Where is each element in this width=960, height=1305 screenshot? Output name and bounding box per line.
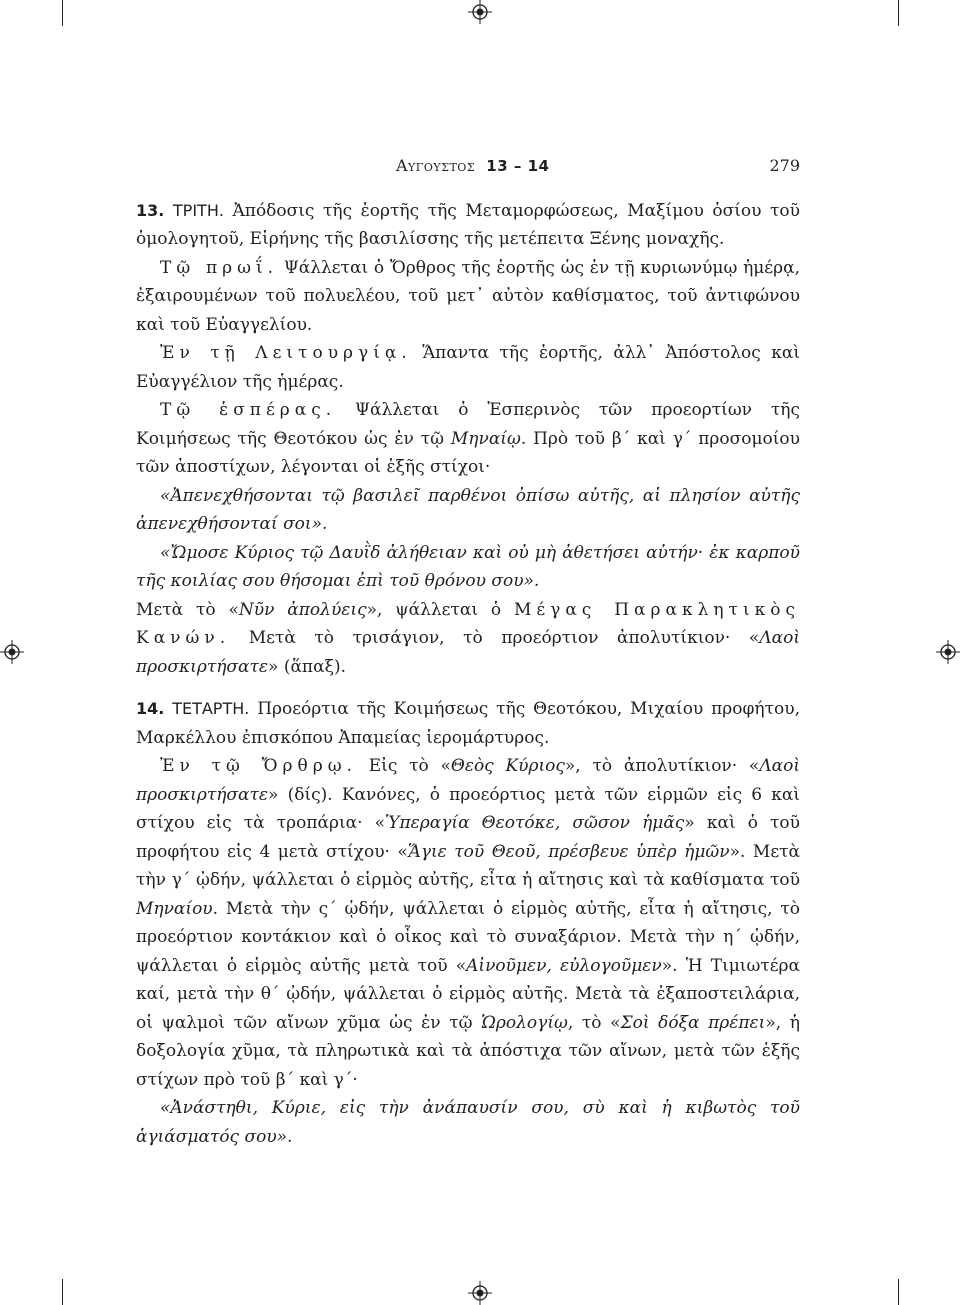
paragraph-evening: [136, 396, 800, 482]
registration-mark-bottom-icon: [468, 1281, 492, 1305]
evening-text-1: Ψάλλεται ὁ Ἑσπερινὸς τῶν προεορτίων τῆς Κοιμήσεως τῆς Θεοτόκου ὡς ἐν τῷ: [136, 400, 800, 449]
crop-mark-top-left: [62, 0, 63, 26]
book-page: [136, 152, 800, 1151]
registration-mark-right-icon: [936, 640, 960, 664]
after-text-4: » (ἅπαξ).: [268, 656, 346, 677]
orthros-yperagia: Ὑπεραγία Θεοτόκε, σῶσον ἡμᾶς: [385, 813, 685, 833]
running-title-month: Αυγουστος: [395, 156, 476, 175]
orthros-laoi: Λαοὶ προσκιρτήσατε: [136, 756, 800, 805]
paragraph-morning: [136, 254, 800, 340]
verse-3-text: «Ἀνάστηθι, Κύριε, εἰς τὴν ἀνάπαυσίν σου, σὺ καὶ ἡ κιβωτὸς τοῦ ἁγιάσματός σου».: [136, 1098, 800, 1147]
running-title-dates: 13 – 14: [486, 157, 550, 175]
entry-13-title: Ἀπόδοσις τῆς ἑορτῆς τῆς Μεταμορφώσεως, Μαξίμου ὁσίου τοῦ ὁμολογητοῦ, Εἰρήνης τῆς βασιλίσσης τῆς μετέπειτα Ξένης μοναχῆς.: [136, 200, 800, 249]
after-text-2: », ψάλλεται ὁ: [366, 599, 514, 620]
after-megas: Μέγας Παρακλητικὸς Κανών.: [136, 599, 801, 648]
morning-text: Ψάλλεται ὁ Ὄρθρος τῆς ἑορτῆς ὡς ἐν τῇ κυριωνύμῳ ἡμέρᾳ, ἐξαιρουμένων τοῦ πολυελέου, τοῦ μετ᾿ αὐτὸν καθίσματος, τοῦ ἀντιφώνου καὶ τοῦ Εὐαγγελίου.: [136, 257, 800, 335]
after-nyn: Νῦν ἀπολύεις: [238, 599, 367, 620]
verse-1: [136, 482, 800, 539]
orthros-text-8: , τὸ «: [567, 1012, 621, 1033]
entry-14-day: ΤΕΤΑΡΤΗ.: [172, 699, 250, 718]
after-text-1: Μετὰ τὸ «: [136, 599, 239, 620]
orthros-text-9: », ἡ δοξολογία χῦμα, τὰ πληρωτικὰ καὶ τὰ ἀπόστιχα τῶν αἴνων, μετὰ τῶν ἑξῆς στίχων πρὸ τοῦ β΄ καὶ γ΄·: [136, 1012, 800, 1090]
label-evening: Τῷ ἑσπέρας.: [160, 400, 337, 420]
entry-13-heading: [136, 197, 800, 254]
paragraph-after-nyn: [136, 596, 800, 682]
orthros-text-7: ». Ἡ Τιμιωτέρα καί, μετὰ τὴν θ΄ ᾠδήν, ψάλλεται ὁ εἱρμὸς αὐτῆς. Μετὰ τὰ ἐξαποστειλάρια, οἱ ψαλμοὶ τῶν αἴνων χῦμα ὡς ἐν τῷ: [136, 955, 800, 1033]
running-title: [136, 152, 769, 181]
orthros-text-5: ». Μετὰ τὴν γ΄ ᾠδήν, ψάλλεται ὁ εἱρμὸς αὐτῆς, εἶτα ἡ αἴτησις καὶ τὰ καθίσματα τοῦ: [136, 841, 801, 890]
orthros-agie: Ἅγιε τοῦ Θεοῦ, πρέσβευε ὑπὲρ ἡμῶν: [407, 841, 730, 862]
orthros-theos: Θεὸς Κύριος: [450, 756, 565, 776]
registration-mark-left-icon: [0, 640, 24, 664]
orthros-text-6: . Μετὰ τὴν ς΄ ᾠδήν, ψάλλεται ὁ εἱρμὸς αὐτῆς, εἶτα ἡ αἴτησις, τὸ προεόρτιον κοντάκιον καὶ ὁ οἶκος καὶ τὸ συναξάριον. Μετὰ τὴν η΄ ᾠδήν, ψάλλεται ὁ εἱρμὸς αὐτῆς μετὰ τοῦ «: [136, 898, 800, 976]
entry-14-number: 14.: [136, 699, 165, 718]
after-laoi: Λαοὶ προσκιρτήσατε: [136, 628, 800, 677]
orthros-text-3: » (δίς). Κανόνες, ὁ προεόρτιος μετὰ τῶν εἱρμῶν εἰς 6 καὶ στίχου εἰς τὰ τροπάρια· «: [136, 784, 800, 833]
verse-2-text: «Ὤμοσε Κύριος τῷ Δαυῒδ ἀλήθειαν καὶ οὐ μὴ ἀθετήσει αὐτήν· ἐκ καρποῦ τῆς κοιλίας σου θήσομαι ἐπὶ τοῦ θρόνου σου».: [136, 542, 800, 591]
crop-mark-bottom-left: [62, 1279, 63, 1305]
label-liturgy: Ἐν τῇ Λειτουργίᾳ.: [160, 343, 412, 363]
evening-menaion: Μηναίῳ: [450, 428, 521, 449]
label-orthros: Ἐν τῷ Ὄρθρῳ.: [160, 756, 358, 776]
entry-14-title: Προεόρτια τῆς Κοιμήσεως τῆς Θεοτόκου, Μιχαίου προφήτου, Μαρκέλλου ἐπισκόπου Ἀπαμείας ἱερομάρτυρος.: [136, 699, 800, 748]
evening-text-2: . Πρὸ τοῦ β΄ καὶ γ΄ προσομοίου τῶν ἀποστίχων, λέγονται οἱ ἑξῆς στίχοι·: [136, 428, 800, 477]
orthros-ainoumen: Αἰνοῦμεν, εὐλογοῦμεν: [466, 955, 662, 976]
orthros-text-2: », τὸ ἀπολυτίκιον· «: [564, 756, 760, 776]
page-number: 279: [769, 156, 800, 175]
orthros-text-1: Εἰς τὸ «: [357, 756, 451, 776]
verse-2: [136, 539, 800, 596]
liturgy-text: Ἅπαντα τῆς ἑορτῆς, ἀλλ᾿ Ἀπόστολος καὶ Εὐαγγέλιον τῆς ἡμέρας.: [136, 343, 800, 392]
orthros-text-4: » καὶ ὁ τοῦ προφήτου εἰς 4 μετὰ στίχου· «: [136, 813, 801, 862]
after-text-3: Μετὰ τὸ τρισάγιον, τὸ προεόρτιον ἀπολυτίκιον· «: [230, 628, 760, 648]
orthros-soi: Σοὶ δόξα πρέπει: [620, 1012, 766, 1033]
registration-mark-top-icon: [468, 0, 492, 24]
running-header: [136, 152, 800, 181]
label-morning: Τῷ πρωΐ.: [160, 257, 279, 278]
entry-13-day: ΤΡΙΤΗ.: [172, 200, 224, 220]
orthros-menaion: Μηναίου: [136, 898, 213, 919]
verse-1-text: «Ἀπενεχθήσονται τῷ βασιλεῖ παρθένοι ὀπίσω αὐτῆς, αἱ πλησίον αὐτῆς ἀπενεχθήσονταί σοι».: [136, 485, 800, 534]
crop-mark-bottom-right: [898, 1279, 899, 1305]
entry-13-number: 13.: [136, 200, 165, 220]
paragraph-orthros: [136, 752, 800, 1094]
orthros-orologio: Ὡρολογίῳ: [481, 1012, 568, 1033]
paragraph-liturgy: [136, 339, 800, 396]
verse-3: [136, 1094, 800, 1151]
entry-14-heading: [136, 695, 800, 752]
crop-mark-top-right: [898, 0, 899, 26]
